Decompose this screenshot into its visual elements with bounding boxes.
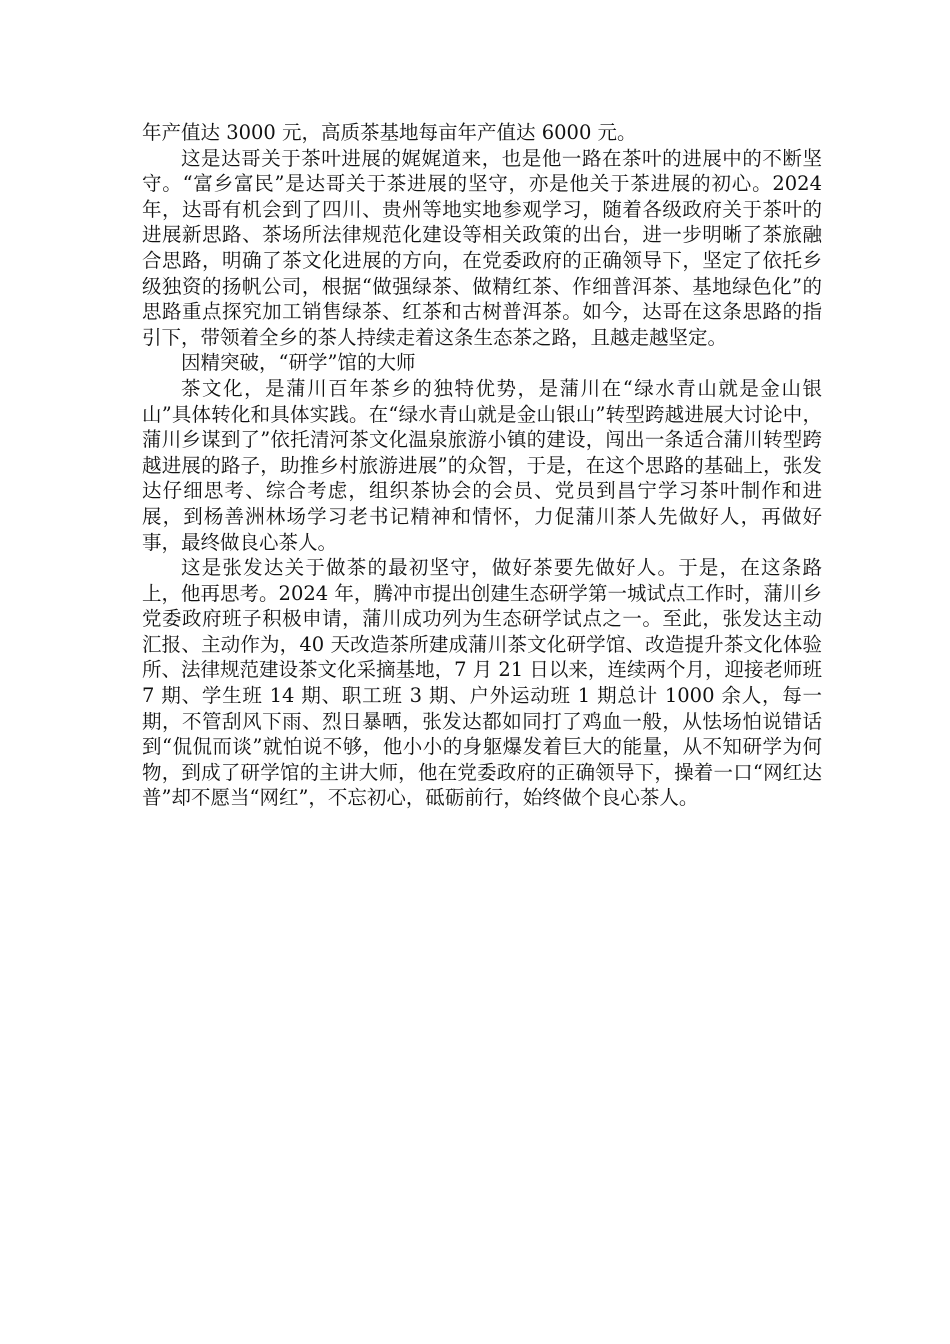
paragraph-tea-culture: 茶文化，是蒲川百年茶乡的独特优势，是蒲川在“绿水青山就是金山银山”具体转化和具体实践。在“绿水青山就是金山银山”转型跨越进展大讨论中，蒲川乡谋到了”依托清河茶文化温泉旅游小镇的建设，闯出一条适合蒲川转型跨越进展的路子，助推乡村旅游进展”的众智，于是，在这个思路的基础上，张发达仔细思考、综合考虑，组织茶协会的会员、党员到昌宁学习茶叶制作和进展，到杨善洲林场学习老书记精神和情怀，力促蒲川茶人先做好人，再做好事，最终做良心茶人。 bbox=[142, 376, 822, 554]
paragraph-tea-development: 这是达哥关于茶叶进展的娓娓道来，也是他一路在茶叶的进展中的不断坚守。“富乡富民”是达哥关于茶进展的坚守，亦是他关于茶进展的初心。2024 年，达哥有机会到了四川、贵州等地实地参观学习，随着各级政府关于茶叶的进展新思路、茶场所法律规范化建设等相关政策的出台，进一步明晰了茶旅融合思路，明确了茶文化进展的方向，在党委政府的正确领导下，坚定了依托乡级独资的扬帆公司，根据“做强绿茶、做精红茶、作细普洱茶、基地绿色化”的思路重点探究加工销售绿茶、红茶和古树普洱茶。如今，达哥在这条思路的指引下，带领着全乡的茶人持续走着这条生态茶之路，且越走越坚定。 bbox=[142, 146, 822, 349]
paragraph-production-value: 年产值达 3000 元，高质茶基地每亩年产值达 6000 元。 bbox=[142, 121, 637, 144]
document-body bbox=[142, 120, 822, 811]
paragraph-research-base: 这是张发达关于做茶的最初坚守，做好茶要先做好人。于是，在这条路上，他再思考。2024 年，腾冲市提出创建生态研学第一城试点工作时，蒲川乡党委政府班子积极申请，蒲川成功列为生态研学试点之一。至此，张发达主动汇报、主动作为，40 天改造茶所建成蒲川茶文化研学馆、改造提升茶文化体验所、法律规范建设茶文化采摘基地，7 月 21 日以来，连续两个月，迎接老师班 7 期、学生班 14 期、职工班 3 期、户外运动班 1 期总计 1000 余人，每一期，不管刮风下雨、烈日暴晒，张发达都如同打了鸡血一般，从怯场怕说错话到“侃侃而谈”就怕说不够，他小小的身躯爆发着巨大的能量，从不知研学为何物，到成了研学馆的主讲大师，他在党委政府的正确领导下，操着一口“网红达普”却不愿当“网红”，不忘初心，砥砺前行，始终做个良心茶人。 bbox=[142, 556, 822, 810]
section-heading-research-hall: 因精突破，“研学”馆的大师 bbox=[181, 351, 416, 375]
